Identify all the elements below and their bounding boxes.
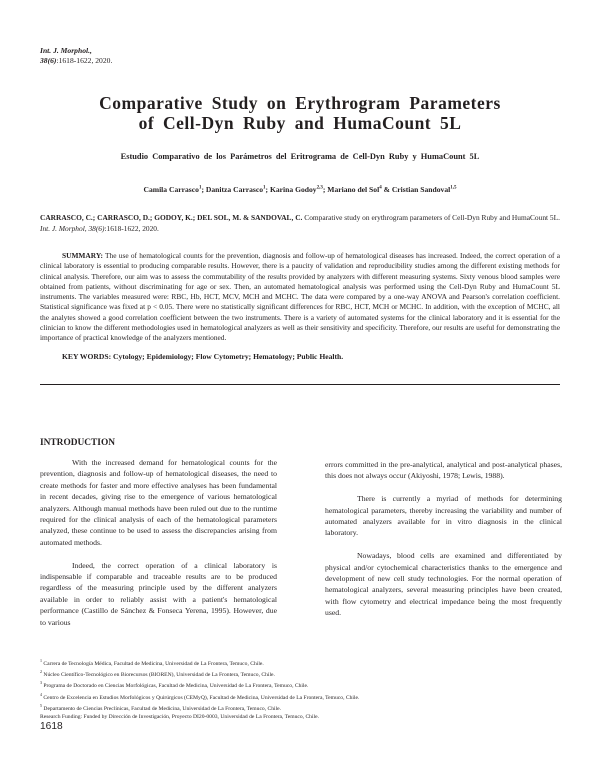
author: Cristian Sandoval	[391, 185, 451, 194]
abstract	[40, 251, 560, 344]
title-line-1: Comparative Study on Erythrogram Parameters	[99, 93, 501, 113]
author-list: Camila Carrasco$^1$; Danitza Carrasco$^1$; Karina Godoy$^{2,3}$; Mariano del Sol$^4$ & Cristian Sandoval$^{1,5}$	[143, 185, 457, 194]
body-column-left	[40, 457, 277, 639]
author: Camila Carrasco	[143, 185, 199, 194]
footnote: $^4$ Centro de Excelencia en Estudios Morfológicos y Quirúrgicos (CEMyQ), Facultad de Medicina, Universidad de La Frontera, Temuco, Chile.	[40, 691, 360, 701]
keywords: KEY WORDS: Cytology; Epidemiology; Flow Cytometry; Hematology; Public Health.	[62, 352, 344, 361]
journal-reference	[40, 46, 112, 65]
citation-journal: Int. J. Morphol, 38(6)	[40, 223, 105, 233]
summary-label: SUMMARY:	[62, 251, 103, 260]
body-column-right	[325, 459, 562, 630]
paragraph: Indeed, the correct operation of a clinical laboratory is indispensable if comparable and traceable results are to be produced regardless of the measuring principle used by the different analyzers available in order to reliably assist with a patient's hematological performance (Castillo de Sánchez & Fonseca Yerena, 1995). However, due to various	[40, 560, 277, 627]
paper-title	[40, 93, 560, 133]
footnote: $^2$ Núcleo Científico-Tecnológico en Biorecursos (BIOREN), Universidad de La Frontera, Temuco, Chile.	[40, 669, 275, 679]
footnotes	[40, 657, 560, 721]
paragraph: With the increased demand for hematological counts for the prevention, diagnosis and follow-up of hematological diseases, the need to create methods for faster and more effective analyses has been fundamental in recent decades, giving rise to the emergence of various hematological analyzers. Although manual methods have been ruled out due to the runtime required for the clinical analysis of each of the hematological parameters analyzed, these continue to be used to assess the discrepancies arising from automated methods.	[40, 458, 277, 547]
section-divider	[40, 384, 560, 385]
page-number: 1618	[40, 721, 63, 732]
citation-text: Comparative study on erythrogram parameters of Cell-Dyn Ruby and HumaCount 5L.	[304, 213, 560, 222]
title-line-2: of Cell-Dyn Ruby and HumaCount 5L	[138, 113, 462, 133]
author: Mariano del Sol	[327, 185, 380, 194]
paragraph: There is currently a myriad of methods for determining hematological parameters, thereby increasing the variability and number of automated analyzers available for in vitro diagnosis in the clinical laboratory.	[325, 494, 562, 538]
paragraph: errors committed in the pre-analytical, analytical and post-analytical phases, this does not always occur (Akiyoshi, 1978; Lewis, 1988).	[325, 460, 562, 481]
funding-note: Research Funding: Funded by Dirección de Investigación, Proyecto DI20-0003, Universidad de La Frontera, Temuco, Chile.	[40, 714, 319, 721]
citation-block	[40, 213, 560, 234]
footnote: $^1$ Carrera de Tecnología Médica, Facultad de Medicina, Universidad de La Frontera, Temuco, Chile.	[40, 658, 264, 667]
footnote: $^5$ Departamento de Ciencias Preclínicas, Facultad de Medicina, Universidad de La Frontera, Temuco, Chile.	[40, 702, 282, 712]
journal-name: Int. J. Morphol.,	[40, 46, 92, 55]
author: Karina Godoy	[269, 185, 317, 194]
author: Danitza Carrasco	[205, 185, 264, 194]
summary-text: The use of hematological counts for the prevention, diagnosis and follow-up of hematological diseases has increased. Indeed, the correct operation of a clinical laboratory is essential to producing comparable results. However, there is a paucity of validation and reproducibility studies among the different existing methods for clinical analysis. Therefore, our aim was to assess the commutability of the results provided by analyzers with different measuring systems. Sixty venous blood samples were obtained from patients, without discriminating for age or sex. Then, an automated hematological analysis was performed using the Cell-Dyn Ruby and HumaCount 5L instruments. The variables measured were: RBC, Hb, HCT, MCV, MCH and MCHC. The data were compared by a one-way ANOVA and Pearson's correlation coefficient. Statistical significance was fixed at p < 0.05. There were no statistically significant differences for RBC, HCT, MCH or MCHC. In addition, with the exception of MCHC, all the analytes showed a good correlation coefficient between the two instruments. There is a variety of automated systems for the clinical laboratory and it is essential for the clinician to know the different methodologies used in hematological analyzers as well as their sensitivity and specificity. Therefore, our results are useful for demonstrating the importance of practical knowledge of the analyzers mentioned.	[40, 251, 561, 343]
spanish-subtitle: Estudio Comparativo de los Parámetros del Eritrograma de Cell-Dyn Ruby y HumaCount 5L	[120, 152, 480, 161]
paragraph: Nowadays, blood cells are examined and differentiated by physical and/or cytochemical characteristics thanks to the emergence and development of new cell study technologies. For the normal operation of hematological analyzers, several measuring principles have been created, with flow cytometry and electrical impedance being the most frequently used.	[325, 551, 562, 618]
citation-authors: CARRASCO, C.; CARRASCO, D.; GODOY, K.; DEL SOL, M. & SANDOVAL, C.	[40, 213, 303, 222]
journal-issue: 38(6)	[40, 55, 57, 65]
footnote: $^3$ Programa de Doctorado en Ciencias Morfológicas, Facultad de Medicina, Universidad de La Frontera, Temuco, Chile.	[40, 680, 309, 690]
journal-pages: :1618-1622, 2020.	[56, 55, 113, 65]
citation-pages: :1618-1622, 2020.	[104, 223, 159, 233]
section-heading: INTRODUCTION	[40, 438, 116, 448]
